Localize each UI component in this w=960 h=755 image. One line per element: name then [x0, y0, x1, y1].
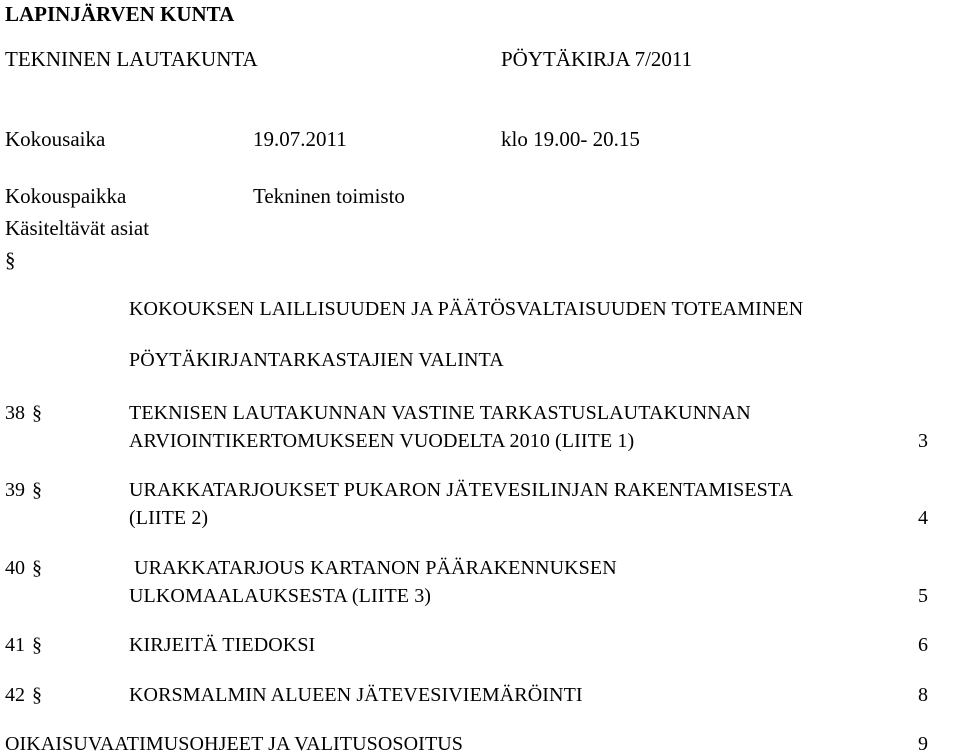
matters-label: Käsiteltävät asiat: [5, 216, 150, 240]
agenda-item-41-line1: KIRJEITÄ TIEDOKSI: [129, 634, 316, 656]
municipality-name: LAPINJÄRVEN KUNTA: [5, 2, 235, 26]
meeting-time-label: Kokousaika: [5, 127, 106, 151]
agenda-number-41: 41: [5, 634, 25, 656]
agenda-item-42-line1: KORSMALMIN ALUEEN JÄTEVESIVIEMÄRÖINTI: [129, 684, 583, 706]
board-name: TEKNINEN LAUTAKUNTA: [5, 47, 258, 71]
agenda-item-38-page: 3: [918, 430, 928, 452]
agenda-section-mark: §: [32, 684, 42, 706]
agenda-section-mark: §: [32, 402, 42, 424]
agenda-section-mark: §: [32, 479, 42, 501]
agenda-item-40-line1: URAKKATARJOUS KARTANON PÄÄRAKENNUKSEN: [129, 557, 617, 579]
agenda-number-38: 38: [5, 402, 25, 424]
agenda-number-39: 39: [5, 479, 25, 501]
agenda-item-38-line1: TEKNISEN LAUTAKUNNAN VASTINE TARKASTUSLAUTAKUNNAN: [129, 402, 751, 424]
meeting-time: klo 19.00- 20.15: [501, 127, 640, 151]
agenda-number-40: 40: [5, 557, 25, 579]
agenda-number-42: 42: [5, 684, 25, 706]
agenda-item-inspectors: PÖYTÄKIRJANTARKASTAJIEN VALINTA: [129, 349, 504, 371]
agenda-item-40-page: 5: [918, 585, 928, 607]
agenda-item-38-line2: ARVIOINTIKERTOMUKSEEN VUODELTA 2010 (LIITE 1): [129, 430, 635, 452]
agenda-item-39-line1: URAKKATARJOUKSET PUKARON JÄTEVESILINJAN RAKENTAMISESTA: [129, 479, 794, 501]
agenda-item-41-page: 6: [918, 634, 928, 656]
agenda-item-42-page: 8: [918, 684, 928, 706]
agenda-item-legality: KOKOUKSEN LAILLISUUDEN JA PÄÄTÖSVALTAISUUDEN TOTEAMINEN: [129, 298, 804, 320]
agenda-item-39-line2: (LIITE 2): [129, 507, 209, 529]
meeting-date: 19.07.2011: [253, 127, 347, 151]
agenda-section-mark: §: [32, 557, 42, 579]
agenda-item-39-page: 4: [918, 507, 928, 529]
meeting-place-label: Kokouspaikka: [5, 184, 127, 208]
minutes-number: PÖYTÄKIRJA 7/2011: [501, 47, 693, 71]
agenda-item-appeal-page: 9: [918, 733, 928, 755]
section-mark: §: [5, 248, 16, 272]
meeting-place: Tekninen toimisto: [253, 184, 405, 208]
agenda-item-appeal-instructions: OIKAISUVAATIMUSOHJEET JA VALITUSOSOITUS: [5, 733, 464, 755]
agenda-section-mark: §: [32, 634, 42, 656]
agenda-item-40-line2: ULKOMAALAUKSESTA (LIITE 3): [129, 585, 432, 607]
